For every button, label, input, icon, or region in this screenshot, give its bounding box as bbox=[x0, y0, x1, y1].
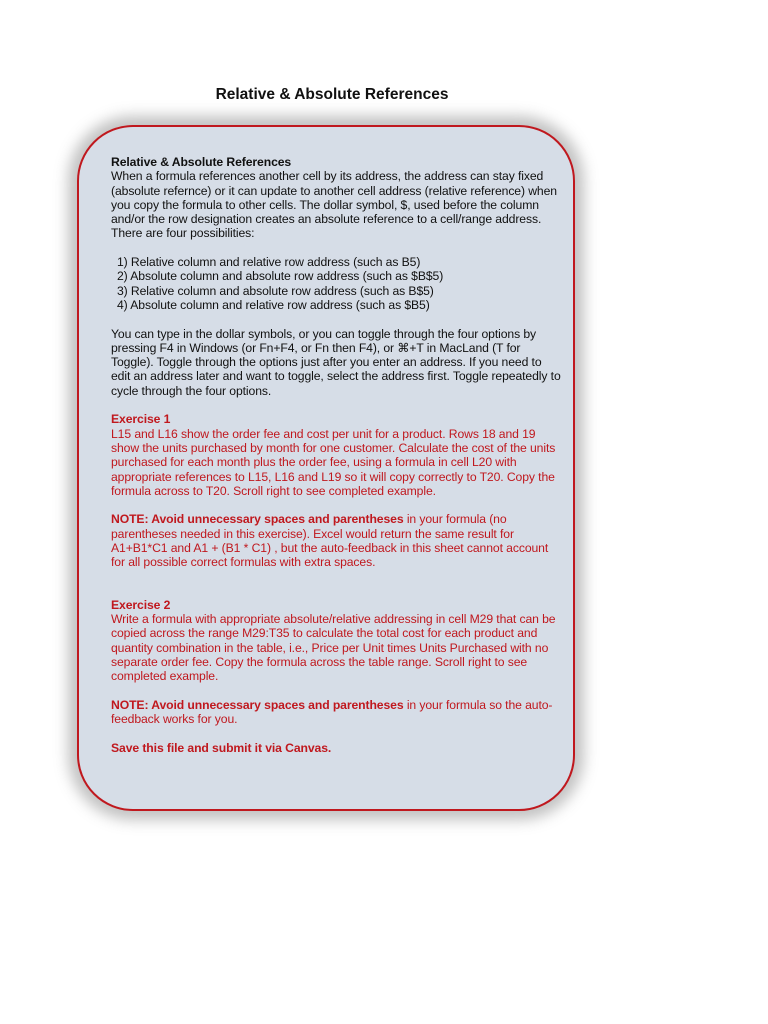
toggle-paragraph: You can type in the dollar symbols, or you can toggle through the four options by pressing F4 in Windows (or Fn+F4, or Fn then F4), or ⌘+T in MacLand (T for Toggle). Toggle through the options just after you enter an address. If you need to edit an address later and want to toggle, select the address first. Toggle repeatedly to cycle through the four options. bbox=[111, 326, 561, 398]
exercise1-title: Exercise 1 bbox=[111, 412, 171, 427]
list-item: 2) Absolute column and absolute row address (such as $B$5) bbox=[117, 269, 444, 284]
list-item: 3) Relative column and absolute row address (such as B$5) bbox=[117, 283, 434, 298]
page-title: Relative & Absolute References bbox=[215, 86, 449, 103]
list-item: 4) Absolute column and relative row address (such as $B5) bbox=[117, 297, 430, 312]
submit-instruction: Save this file and submit it via Canvas. bbox=[111, 740, 332, 755]
list-item: 1) Relative column and relative row address (such as B5) bbox=[117, 255, 421, 270]
exercise1-note-text: in your formula (no parentheses needed in this exercise). Excel would return the same result for A1+B1*C1 and A1 + (B1 * C1) , but the auto-feedback in this sheet cannot account for all possible correct formulas with extra spaces. bbox=[111, 512, 549, 570]
exercise1-note-bold: NOTE: Avoid unnecessary spaces and parentheses bbox=[111, 512, 404, 527]
exercise1-paragraph bbox=[111, 412, 561, 498]
intro-paragraph bbox=[111, 155, 561, 241]
exercise2-title: Exercise 2 bbox=[111, 597, 171, 612]
exercise2-body: Write a formula with appropriate absolute/relative addressing in cell M29 that can be copied across the range M29:T35 to calculate the total cost for each product and quantity combination in the table, i.e., Price per Unit times Units Purchased with no separate order fee. Copy the formula across the table range. Scroll right to see completed example. bbox=[111, 611, 556, 684]
exercise2-note-bold: NOTE: Avoid unnecessary spaces and parentheses bbox=[111, 697, 404, 712]
possibilities-list bbox=[111, 255, 561, 312]
exercise1-note bbox=[111, 512, 561, 569]
exercise2-paragraph bbox=[111, 598, 561, 684]
intro-text: When a formula references another cell by its address, the address can stay fixed (absolute refernce) or it can update to another cell address (relative reference) when you copy the formula to other cells. The dollar symbol, $, used before the column and/or the row designation creates an absolute reference to a cell/range address. There are four possibilities: bbox=[111, 169, 557, 241]
exercise2-note bbox=[111, 698, 561, 727]
card-heading: Relative & Absolute References bbox=[111, 155, 292, 169]
exercise2-note-text: in your formula so the auto-feedback works for you. bbox=[111, 697, 553, 726]
instruction-content bbox=[111, 155, 561, 769]
exercise1-body: L15 and L16 show the order fee and cost per unit for a product. Rows 18 and 19 show the units purchased by month for one customer. Calculate the cost of the units purchased for each month plus the order fee, using a formula in cell L20 with appropriate references to L15, L16 and L19 so it will copy correctly to T20. Copy the formula across to T20. Scroll right to see completed example. bbox=[111, 426, 556, 498]
spacer bbox=[111, 570, 561, 598]
